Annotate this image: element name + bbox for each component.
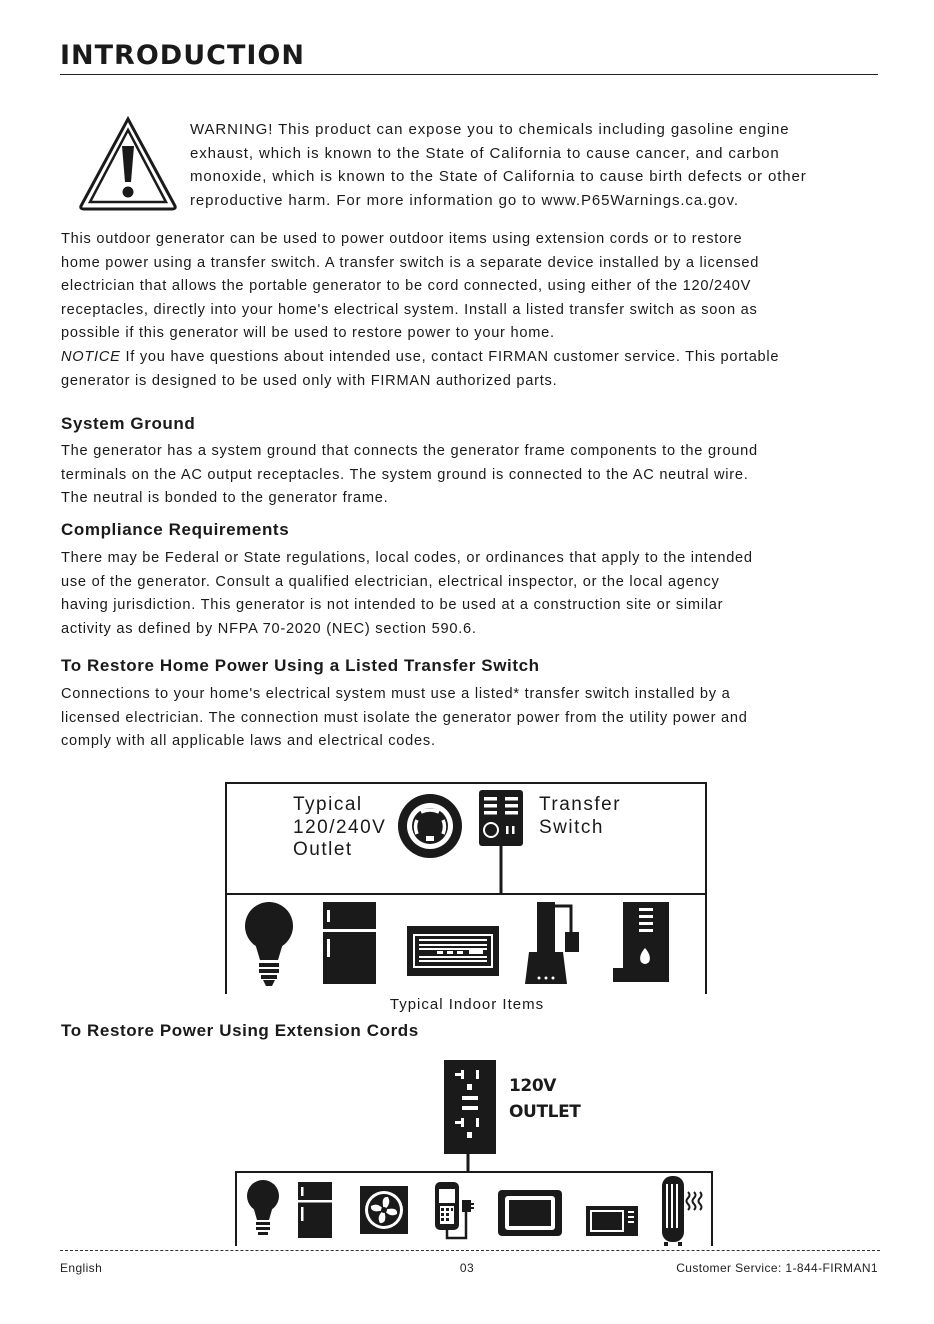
warning-triangle-icon [78, 116, 178, 212]
transfer-switch-label: Transfer Switch [539, 794, 622, 838]
compliance-line: use of the generator. Consult a qualified electrician, electrical inspector, or the local agency [61, 573, 720, 590]
compliance-line: There may be Federal or State regulations, local codes, or ordinances that apply to the intended [61, 550, 753, 566]
transfer-switch-line: comply with all applicable laws and electrical codes. [61, 733, 436, 750]
notice-text: If you have questions about intended use, contact FIRMAN customer service. This portable [120, 348, 780, 365]
extension-cords-heading: To Restore Power Using Extension Cords [61, 1021, 419, 1040]
warning-line: exhaust, which is known to the State of California to cause cancer, and carbon [190, 144, 780, 162]
extension-cord-diagram-art [230, 1060, 714, 1246]
twist-lock-outlet-icon [398, 794, 462, 858]
intro-line: possible if this generator will be used to restore power to your home. [61, 325, 555, 342]
system-ground-line: The neutral is bonded to the generator frame. [61, 490, 389, 507]
intro-paragraph [61, 228, 896, 393]
compliance-heading: Compliance Requirements [61, 520, 290, 539]
footer-language: English [60, 1261, 103, 1275]
sump-pump-icon [525, 902, 579, 984]
outlet-120v-label: 120V OUTLET [509, 1076, 581, 1122]
warning-line: reproductive harm. For more information go to www.P65Warnings.ca.gov. [190, 191, 739, 209]
intro-line: receptacles, directly into your home's electrical system. Install a listed transfer switch as soon as [61, 301, 758, 318]
system-ground-paragraph [61, 440, 896, 511]
footer-divider [60, 1250, 880, 1251]
compliance-line: activity as defined by NFPA 70-2020 (NEC) section 590.6. [61, 620, 477, 637]
refrigerator-icon [323, 902, 376, 984]
water-heater-icon [613, 902, 669, 982]
intro-line: home power using a transfer switch. A transfer switch is a separate device installed by a licensed [61, 254, 760, 271]
intro-line: electrician that allows the portable generator to be cord connected, using either of the 120/240V [61, 278, 752, 295]
system-ground-heading: System Ground [61, 414, 196, 433]
title-divider [60, 74, 878, 75]
air-conditioner-icon [407, 926, 499, 976]
phone-charger-icon [435, 1182, 474, 1238]
transfer-switch-line: licensed electrician. The connection must isolate the generator power from the utility power and [61, 709, 748, 726]
system-ground-line: terminals on the AC output receptacles. The system ground is connected to the AC neutral wire. [61, 466, 749, 483]
space-heater-icon [662, 1176, 702, 1246]
notice-line-2: generator is designed to be used only with FIRMAN authorized parts. [61, 372, 558, 389]
transfer-switch-paragraph [61, 683, 896, 754]
refrigerator-icon [298, 1182, 332, 1238]
system-ground-line: The generator has a system ground that connects the generator frame components to the ground [61, 443, 758, 459]
transfer-switch-icon [479, 790, 523, 846]
warning-line: WARNING! This product can expose you to chemicals including gasoline engine [190, 121, 790, 138]
compliance-paragraph [61, 547, 896, 641]
page-number: 03 [459, 1261, 475, 1275]
transfer-switch-line: Connections to your home's electrical system must use a listed* transfer switch installed by a [61, 686, 731, 702]
notice-label: NOTICE [61, 348, 121, 365]
page-title: INTRODUCTION [60, 40, 305, 71]
transfer-switch-diagram [225, 782, 707, 994]
fan-icon [360, 1186, 408, 1234]
outlet-label: Typical 120/240V Outlet [293, 794, 387, 860]
light-bulb-icon [245, 902, 293, 986]
television-icon [498, 1190, 562, 1236]
extension-cord-diagram [230, 1060, 714, 1246]
warning-line: monoxide, which is known to the State of California to cause birth defects or other [190, 168, 807, 185]
notice-line [61, 346, 896, 370]
transfer-switch-heading: To Restore Home Power Using a Listed Transfer Switch [61, 656, 540, 675]
compliance-line: having jurisdiction. This generator is not intended to be used at a construction site or similar [61, 597, 724, 614]
intro-line: This outdoor generator can be used to power outdoor items using extension cords or to restore [61, 231, 743, 247]
microwave-icon [586, 1206, 638, 1236]
diagram-caption: Typical Indoor Items [389, 996, 545, 1013]
duplex-outlet-icon [444, 1060, 496, 1154]
light-bulb-icon [247, 1180, 279, 1235]
customer-service-number: Customer Service: 1-844-FIRMAN1 [676, 1261, 878, 1275]
warning-text [190, 118, 880, 212]
